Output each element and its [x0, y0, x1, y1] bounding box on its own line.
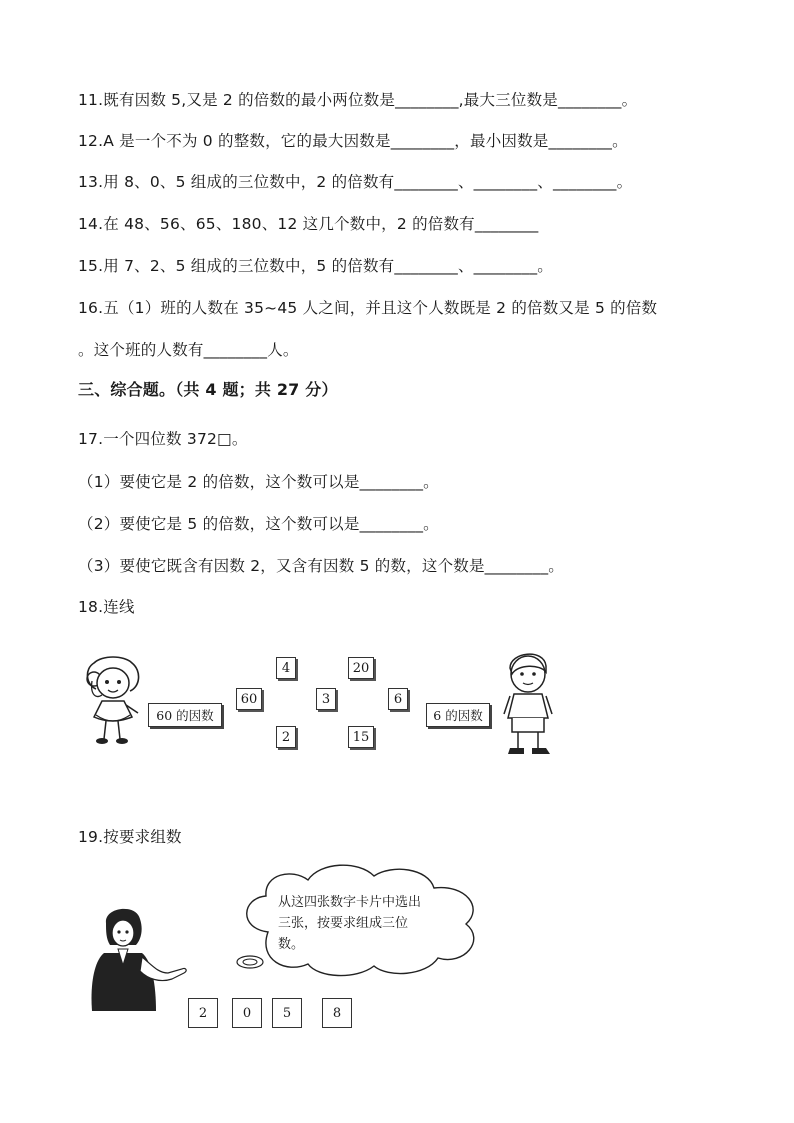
number-card-60[interactable]: 60: [236, 688, 262, 710]
question-17-part-3: （3）要使它既含有因数 2，又含有因数 5 的数，这个数是________。: [78, 557, 564, 575]
digit-card-8[interactable]: 8: [322, 998, 352, 1028]
label-factors-of-6: 6 的因数: [426, 703, 490, 727]
question-19-title: 19.按要求组数: [78, 828, 182, 846]
label-factors-of-60: 60 的因数: [148, 703, 222, 727]
number-card-20[interactable]: 20: [348, 657, 374, 679]
question-18-title: 18.连线: [78, 598, 135, 616]
boy-illustration: [500, 648, 558, 760]
number-card-4[interactable]: 4: [276, 657, 296, 679]
digit-card-5[interactable]: 5: [272, 998, 302, 1028]
teacher-illustration: [86, 905, 192, 1015]
number-card-6[interactable]: 6: [388, 688, 408, 710]
question-16-line-1: 16.五（1）班的人数在 35~45 人之间，并且这个人数既是 2 的倍数又是 5 的倍数: [78, 299, 658, 317]
digit-card-2[interactable]: 2: [188, 998, 218, 1028]
question-12: 12.A 是一个不为 0 的整数，它的最大因数是________，最小因数是________。: [78, 132, 628, 150]
question-15: 15.用 7、2、5 组成的三位数中，5 的倍数有________、________。: [78, 257, 553, 275]
question-13: 13.用 8、0、5 组成的三位数中，2 的倍数有________、________、________。: [78, 173, 633, 191]
girl-illustration: [82, 655, 148, 747]
digit-card-0[interactable]: 0: [232, 998, 262, 1028]
number-card-15[interactable]: 15: [348, 726, 374, 748]
question-17-stem: 17.一个四位数 372□。: [78, 430, 248, 448]
question-17-part-1: （1）要使它是 2 的倍数，这个数可以是________。: [78, 473, 439, 491]
section-3-title: 三、综合题。（共 4 题；共 27 分）: [78, 380, 338, 399]
number-card-3[interactable]: 3: [316, 688, 336, 710]
question-14: 14.在 48、56、65、180、12 这几个数中，2 的倍数有________: [78, 215, 539, 233]
number-card-2[interactable]: 2: [276, 726, 296, 748]
question-11: 11.既有因数 5,又是 2 的倍数的最小两位数是________,最大三位数是________。: [78, 91, 638, 109]
question-17-part-2: （2）要使它是 5 的倍数，这个数可以是________。: [78, 515, 439, 533]
speech-bubble-text: 从这四张数字卡片中选出三张，按要求组成三位数。: [278, 895, 422, 952]
question-16-line-2: 。这个班的人数有________人。: [78, 341, 299, 359]
